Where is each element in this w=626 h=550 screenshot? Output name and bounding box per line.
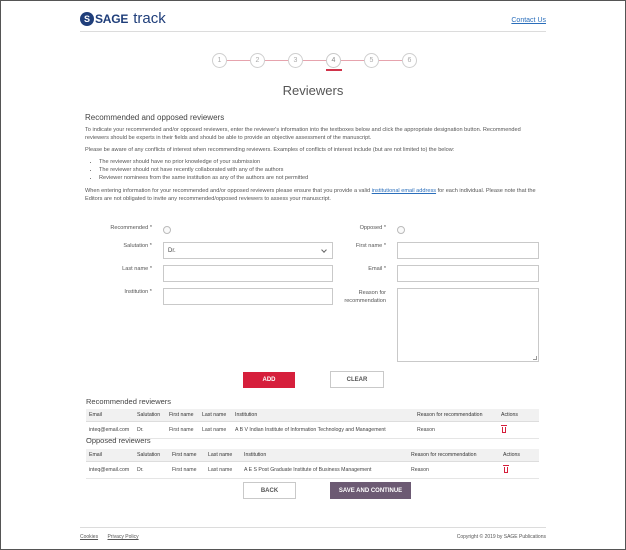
- column-header: Institution: [241, 449, 408, 462]
- table-header-row: [86, 449, 539, 462]
- chevron-down-icon: [321, 247, 327, 253]
- cell-actions: [500, 462, 539, 479]
- contact-us-link[interactable]: Contact Us: [511, 17, 546, 24]
- sage-logo-icon: S: [80, 12, 94, 26]
- clear-button[interactable]: CLEAR: [330, 371, 384, 388]
- last-name-label: Last name *: [122, 266, 152, 272]
- page-title: Reviewers: [282, 83, 344, 98]
- cell-salutation: Dr.: [134, 422, 166, 439]
- reason-label: Reason for recommendation: [344, 290, 386, 304]
- step-1[interactable]: 1: [212, 53, 227, 68]
- cell-last-name: Last name: [199, 422, 232, 439]
- email-note-paragraph: [85, 187, 545, 203]
- first-name-label: First name *: [355, 243, 386, 249]
- cell-last-name: Last name: [205, 462, 241, 479]
- cell-email: inteq@email.com: [86, 422, 134, 439]
- save-and-continue-button[interactable]: SAVE AND CONTINUE: [330, 482, 411, 499]
- email-note-text: When entering information for your recommended and/or opposed reviewers please ensure that you provide a valid: [85, 188, 372, 194]
- list-item: • The reviewer should not have recently collaborated with any of the authors: [99, 166, 545, 174]
- column-header: Actions: [500, 449, 539, 462]
- salutation-label: Salutation *: [123, 243, 152, 249]
- cookies-link[interactable]: Cookies: [80, 534, 99, 540]
- back-button[interactable]: BACK: [243, 482, 296, 499]
- logo-brand: SAGE: [95, 11, 129, 26]
- opposed-reviewers-table: [86, 449, 539, 479]
- header-divider: [80, 31, 546, 32]
- recommended-radio[interactable]: [163, 226, 171, 234]
- column-header: Actions: [498, 409, 539, 422]
- privacy-policy-link[interactable]: Privacy Policy: [107, 534, 139, 540]
- email-label: Email *: [368, 266, 386, 272]
- first-name-input[interactable]: [397, 242, 539, 259]
- delete-trash-icon[interactable]: [501, 425, 507, 433]
- table-row: [86, 462, 539, 479]
- footer-links: [80, 534, 147, 540]
- opposed-radio[interactable]: [397, 226, 405, 234]
- cell-actions: [498, 422, 539, 439]
- column-header: Reason for recommendation: [408, 449, 500, 462]
- list-item: • Reviewer nominees from the same institution as any of the authors are not permitted: [99, 174, 545, 182]
- institution-label: Institution *: [124, 289, 152, 295]
- column-header: Last name: [199, 409, 232, 422]
- email-input[interactable]: [397, 265, 539, 282]
- column-header: Institution: [232, 409, 414, 422]
- step-connector: [265, 60, 289, 61]
- opposed-label: Opposed *: [359, 225, 386, 231]
- institution-input[interactable]: [163, 288, 333, 305]
- step-6[interactable]: 6: [402, 53, 417, 68]
- opposed-reviewers-title: Opposed reviewers: [86, 436, 151, 445]
- step-2[interactable]: 2: [250, 53, 265, 68]
- instructions: [85, 114, 545, 207]
- recommended-reviewers-title: Recommended reviewers: [86, 397, 172, 406]
- cell-first-name: First name: [166, 422, 199, 439]
- last-name-input[interactable]: [163, 265, 333, 282]
- cell-email: inteq@email.com: [86, 462, 134, 479]
- cell-institution: A E S Post Graduate Institute of Business Management: [241, 462, 408, 479]
- step-progress: [212, 53, 420, 69]
- step-5[interactable]: 5: [364, 53, 379, 68]
- delete-trash-icon[interactable]: [503, 465, 509, 473]
- step-4-current[interactable]: 4: [326, 53, 341, 68]
- reason-textarea[interactable]: [397, 288, 539, 362]
- cell-reason: Reason: [414, 422, 498, 439]
- conflicts-list: [85, 158, 545, 182]
- resize-grip-icon[interactable]: [533, 356, 537, 360]
- footer-divider: [80, 527, 546, 528]
- column-header: Reason for recommendation: [414, 409, 498, 422]
- column-header: First name: [169, 449, 205, 462]
- header: [80, 8, 546, 38]
- step-3[interactable]: 3: [288, 53, 303, 68]
- instructions-heading: Recommended and opposed reviewers: [85, 113, 225, 122]
- institutional-email-link[interactable]: institutional email address: [371, 188, 437, 194]
- step-connector: [379, 60, 403, 61]
- step-connector: [227, 60, 251, 61]
- column-header: Email: [86, 449, 134, 462]
- salutation-select[interactable]: [163, 242, 333, 259]
- instructions-paragraph: To indicate your recommended and/or opposed reviewers, enter the reviewer's information into the textboxes below and click the appropriate designation button. Recommended reviewers should be experts in their fields and should be able to provide an objective assessment of the manuscript.: [85, 127, 521, 141]
- column-header: Salutation: [134, 449, 169, 462]
- current-step-indicator: [326, 69, 342, 71]
- step-connector: [341, 60, 365, 61]
- column-header: Salutation: [134, 409, 166, 422]
- sage-track-logo[interactable]: [80, 10, 166, 27]
- column-header: First name: [166, 409, 199, 422]
- table-row: [86, 422, 539, 439]
- salutation-value: Dr.: [168, 247, 176, 254]
- logo-product: track: [133, 10, 166, 27]
- email-note-text-end: for each individual. Please note that the Editors are not obligated to invite any recommended/opposed reviewers to assess your manuscript.: [85, 188, 536, 202]
- recommended-reviewers-table: [86, 409, 539, 439]
- cell-salutation: Dr.: [134, 462, 169, 479]
- conflicts-paragraph: Please be aware of any conflicts of interest when recommending reviewers. Examples of conflicts of interest include (but are not limited to) the below:: [85, 147, 455, 153]
- step-connector: [303, 60, 327, 61]
- cell-reason: Reason: [408, 462, 500, 479]
- add-button[interactable]: ADD: [243, 372, 295, 388]
- table-header-row: [86, 409, 539, 422]
- column-header: Email: [86, 409, 134, 422]
- cell-institution: A B V Indian Institute of Information Technology and Management: [232, 422, 414, 439]
- cell-first-name: First name: [169, 462, 205, 479]
- list-item: • The reviewer should have no prior knowledge of your submission: [99, 158, 545, 166]
- copyright-text: Copyright © 2019 by SAGE Publications: [456, 534, 546, 540]
- column-header: Last name: [205, 449, 241, 462]
- recommended-label: Recommended *: [110, 225, 152, 231]
